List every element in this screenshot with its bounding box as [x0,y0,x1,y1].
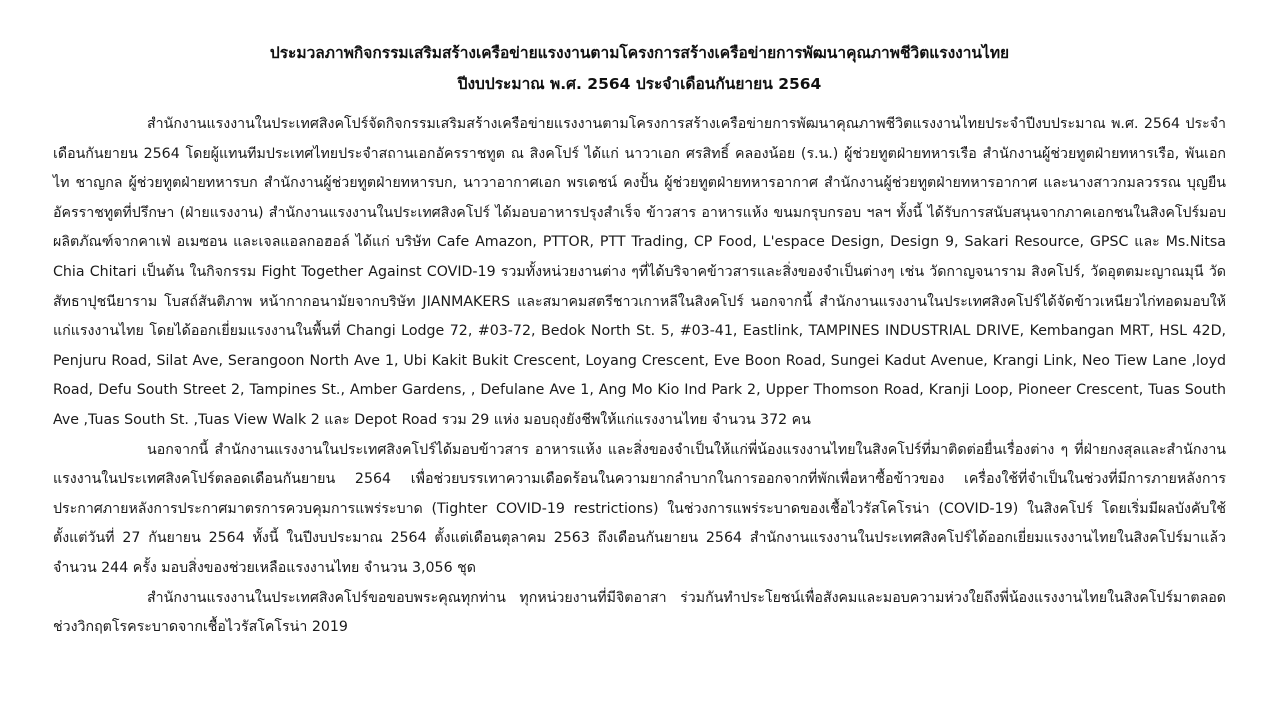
document-title-line-1: ประมวลภาพกิจกรรมเสริมสร้างเครือข่ายแรงงานตามโครงการสร้างเครือข่ายการพัฒนาคุณภาพชีวิตแรงงานไทย [269,44,1010,62]
document-title-line-2: ปีงบประมาณ พ.ศ. 2564 ประจำเดือนกันยายน 2564 [457,75,822,93]
paragraph-thanks: สำนักงานแรงงานในประเทศสิงคโปร์ขอขอบพระคุณทุกท่าน ทุกหน่วยงานที่มีจิตอาสา ร่วมกันทำประโยชน์เพื่อสังคมและมอบความห่วงใยถึงพี่น้องแรงงานไทยในสิงคโปร์มาตลอดช่วงวิกฤตโรคระบาดจากเชื้อไวรัสโคโรน่า 2019 [53,589,1226,636]
document-body [53,110,1226,643]
paragraph-additional-support: นอกจากนี้ สำนักงานแรงงานในประเทศสิงคโปร์ได้มอบข้าวสาร อาหารแห้ง และสิ่งของจำเป็นให้แก่พี่น้องแรงงานไทยในสิงคโปร์ที่มาติดต่อยื่นเรื่องต่าง ๆ ที่ฝ่ายกงสุลและสำนักงานแรงงานในประเทศสิงคโปร์ตลอดเดือนกันยายน 2564 เพื่อช่วยบรรเทาความเดือดร้อนในความยากลำบากในการออกจากที่พักเพื่อหาซื้อข้าวของ เครื่องใช้ที่จำเป็นในช่วงที่มีการภายหลังการประกาศภายหลังการประกาศมาตรการควบคุมการแพร่ระบาด (Tighter COVID-19 restrictions) ในช่วงการแพร่ระบาดของเชื้อไวรัสโคโรน่า (COVID-19) ในสิงคโปร์ โดยเริ่มมีผลบังคับใช้ตั้งแต่วันที่ 27 กันยายน 2564 ทั้งนี้ ในปีงบประมาณ 2564 ตั้งแต่เดือนตุลาคม 2563 ถึงเดือนกันยายน 2564 สำนักงานแรงงานในประเทศสิงคโปร์ได้ออกเยี่ยมแรงงานไทยในสิงคโปร์มาแล้วจำนวน 244 ครั้ง มอบสิ่งของช่วยเหลือแรงงานไทย จำนวน 3,056 ชุด [53,441,1226,576]
paragraph-activities: สำนักงานแรงงานในประเทศสิงคโปร์จัดกิจกรรมเสริมสร้างเครือข่ายแรงงานตามโครงการสร้างเครือข่ายการพัฒนาคุณภาพชีวิตแรงงานไทยประจำปีงบประมาณ พ.ศ. 2564 ประจำเดือนกันยายน 2564 โดยผู้แทนทีมประเทศไทยประจำสถานเอกอัครราชทูต ณ สิงคโปร์ ได้แก่ นาวาเอก ศรสิทธิ์ คลองน้อย (ร.น.) ผู้ช่วยทูตฝ่ายทหารเรือ สำนักงานผู้ช่วยทูตฝ่ายทหารเรือ, พันเอก ไท ชาญกล ผู้ช่วยทูตฝ่ายทหารบก สำนักงานผู้ช่วยทูตฝ่ายทหารบก, นาวาอากาศเอก พรเดชน์ คงปั้น ผู้ช่วยทูตฝ่ายทหารอากาศ สำนักงานผู้ช่วยทูตฝ่ายทหารอากาศ และนางสาวกมลวรรณ บุญยืน อัครราชทูตที่ปรึกษา (ฝ่ายแรงงาน) สำนักงานแรงงานในประเทศสิงคโปร์ ได้มอบอาหารปรุงสำเร็จ ข้าวสาร อาหารแห้ง ขนมกรุบกรอบ ฯลฯ ทั้งนี้ ได้รับการสนับสนุนจากภาคเอกชนในสิงคโปร์มอบผลิตภัณฑ์จากคาเฟ่ อเมซอน และเจลแอลกอฮอล์ ได้แก่ บริษัท Cafe Amazon, PTTOR, PTT Trading, CP Food, L'espace Design, Design 9, Sakari Resource, GPSC และ Ms.Nitsa Chia Chitari เป็นต้น ในกิจกรรม Fight Together Against COVID-19 รวมทั้งหน่วยงานต่าง ๆที่ได้บริจาคข้าวสารและสิ่งของจำเป็นต่างๆ เช่น วัดกาญจนาราม สิงคโปร์, วัดอุตตมะญาณมุนี วัดสัทธาปุชนียาราม โบสถ์สันติภาพ หน้ากากอนามัยจากบริษัท JIANMAKERS และสมาคมสตรีชาวเกาหลีในสิงคโปร์ นอกจากนี้ สำนักงานแรงงานในประเทศสิงคโปร์ได้จัดข้าวเหนียวไก่ทอดมอบให้แก่แรงงานไทย โดยได้ออกเยี่ยมแรงงานในพื้นที่ Changi Lodge 72, #03-72, Bedok North St. 5, #03-41, Eastlink, TAMPINES INDUSTRIAL DRIVE, Kembangan MRT, HSL 42D, Penjuru Road, Silat Ave, Serangoon North Ave 1, Ubi Kakit Bukit Crescent, Loyang Crescent, Eve Boon Road, Sungei Kadut Avenue, Krangi Link, Neo Tiew Lane ,loyd Road, Defu South Street 2, Tampines St., Amber Gardens, , Defulane Ave 1, Ang Mo Kio Ind Park 2, Upper Thomson Road, Kranji Loop, Pioneer Crescent, Tuas South Ave ,Tuas South St. ,Tuas View Walk 2 และ Depot Road รวม 29 แห่ง มอบถุงยังชีพให้แก่แรงงานไทย จำนวน 372 คน [53,116,1226,428]
